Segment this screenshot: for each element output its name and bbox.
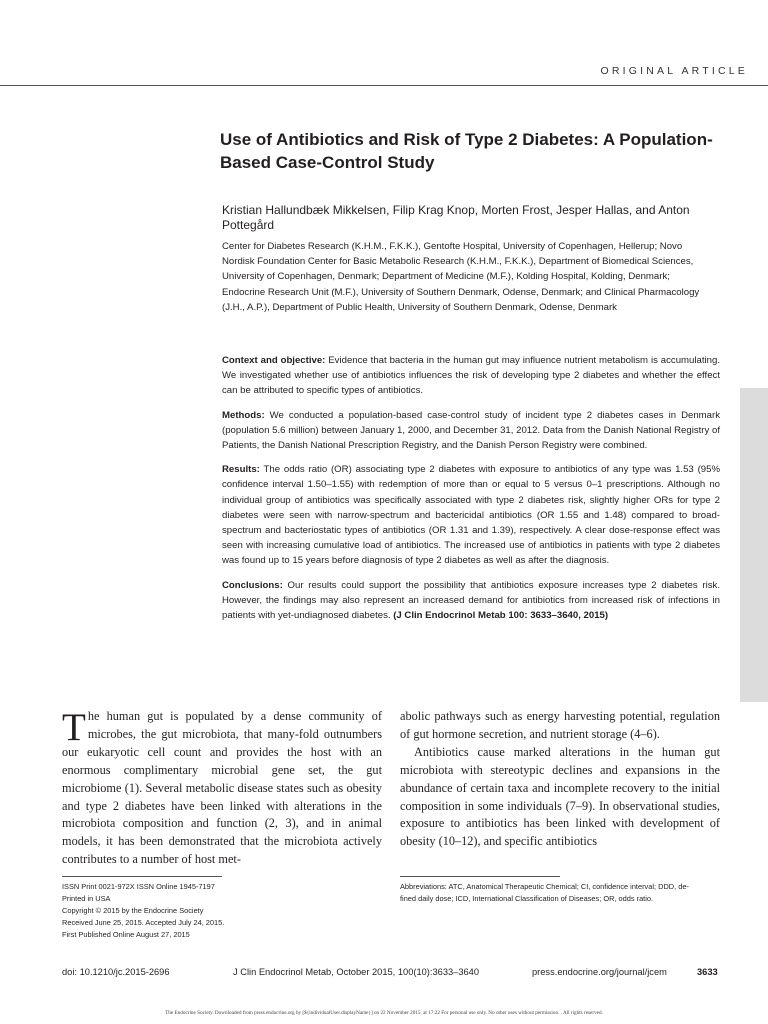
body-column-left xyxy=(62,708,382,869)
body-paragraph-continued: abolic pathways such as energy harvesting potential, regulation of gut hormone secretion, and nutrient storage (4–6). xyxy=(400,709,720,741)
issn-line: ISSN Print 0021-972X ISSN Online 1945-7197 xyxy=(62,882,215,891)
abstract-conclusions xyxy=(222,578,720,624)
intro-text: he human gut is populated by a dense community of microbes, the gut microbiota, that many-fold outnumbers our eukaryotic cell count and provides the host with an enormous complimentary microbial gene set, the gut microbiome (1). Several metabolic disease states such as obesity and type 2 diabetes have been linked with alterations in the microbiota composition and function (2, 3), and in animal models, it has been demonstrated that the microbiota actively contributes to a number of host met- xyxy=(62,709,382,867)
doi-link[interactable]: doi: 10.1210/jc.2015-2696 xyxy=(62,967,170,977)
context-text: Evidence that bacteria in the human gut may influence nutrient metabolism is accumulating. We investigated whether use of antibiotics influences the risk of developing type 2 diabetes and whether the effect can be attributed to specific types of antibiotics. xyxy=(222,355,720,397)
body-column-right xyxy=(400,708,720,851)
abstract-context xyxy=(222,353,720,399)
abstract xyxy=(222,353,720,632)
author-affiliations: Center for Diabetes Research (K.H.M., F.K.K.), Gentofte Hospital, University of Copenhagen, Hellerup; Novo Nordisk Foundation Center for Basic Metabolic Research (K.H.M., F.K.K.), Department of Biomedical Sciences, University of Copenhagen, Denmark; Department of Medicine (M.F.), Kolding Hospital, Kolding, Denmark; Endocrine Research Unit (M.F.), University of Southern Denmark, Odense, Denmark; and Clinical Pharmacology (J.H., A.P.), Department of Public Health, University of Southern Denmark, Odense, Denmark xyxy=(222,241,700,313)
section-label: ORIGINAL ARTICLE xyxy=(600,65,748,77)
intro-paragraph xyxy=(62,708,382,869)
received-line: Received June 25, 2015. Accepted July 24, 2015. xyxy=(62,918,225,927)
methods-text: We conducted a population-based case-control study of incident type 2 diabetes cases in Denmark (population 5.6 million) between January 1, 2000, and December 31, 2012. Data from the Danish National Registry of Patients, the Danish National Prescription Registry, and the Danish Person Registry were combined. xyxy=(222,409,720,452)
context-label: Context and objective: xyxy=(222,355,326,366)
abbreviations-line-2: fined daily dose; ICD, International Classification of Diseases; OR, odds ratio. xyxy=(400,894,654,903)
header-divider xyxy=(0,85,768,86)
journal-url-link[interactable]: press.endocrine.org/journal/jcem xyxy=(532,967,667,977)
footnote-divider-left xyxy=(62,876,222,877)
abstract-results xyxy=(222,462,720,568)
copyright-line: Copyright © 2015 by the Endocrine Society xyxy=(62,906,204,915)
published-online-line: First Published Online August 27, 2015 xyxy=(62,930,190,939)
footnote-divider-right xyxy=(400,876,560,877)
methods-label: Methods: xyxy=(222,409,265,421)
journal-reference: J Clin Endocrinol Metab, October 2015, 100(10):3633–3640 xyxy=(233,967,480,977)
page-number: 3633 xyxy=(697,967,718,977)
conclusions-text: Our results could support the possibility that antibiotics exposure increases type 2 diabetes risk. However, the findings may also represent an increased demand for antibiotics from increased risk of infections in patients with yet-undiagnosed diabetes. xyxy=(222,579,720,622)
drop-cap: T xyxy=(62,706,86,749)
printed-line: Printed in USA xyxy=(62,894,111,903)
conclusions-label: Conclusions: xyxy=(222,579,283,591)
download-notice: The Endocrine Society. Downloaded from press.endocrine.org by [${individualUser.displayName}] on 22 November 2015. at 17:22 For personal use only. No other uses without permission. . All rights reserved. xyxy=(165,1010,603,1016)
author-list: Kristian Hallundbæk Mikkelsen, Filip Krag Knop, Morten Frost, Jesper Hallas, and Anton Pottegård xyxy=(222,203,690,232)
abbreviations-line-1: Abbreviations: ATC, Anatomical Therapeutic Chemical; CI, confidence interval; DDD, de- xyxy=(400,882,689,891)
abstract-methods xyxy=(222,408,720,454)
abbreviations-footnote xyxy=(400,881,722,905)
publication-info xyxy=(62,881,382,941)
journal-citation: (J Clin Endocrinol Metab 100: 3633–3640, 2015) xyxy=(393,610,609,622)
body-paragraph-antibiotics: Antibiotics cause marked alterations in the human gut microbiota with stereotypic declines and expansions in the abundance of certain taxa and incomplete recovery to the initial composition in some individuals (7–9). In observational studies, exposure to antibiotics has been linked with development of obesity (10–12), and specific antibiotics xyxy=(400,744,720,849)
article-title: Use of Antibiotics and Risk of Type 2 Diabetes: A Population-Based Case-Control Study xyxy=(220,130,713,172)
results-text: The odds ratio (OR) associating type 2 diabetes with exposure to antibiotics of any type was 1.53 (95% confidence interval 1.50–1.55) with redemption of more than or equal to 5 versus 0–1 prescriptions. Although no individual group of antibiotics was specifically associated with type 2 diabetes risk, slightly higher ORs for type 2 diabetes were seen with narrow-spectrum and bactericidal antibiotics (OR 1.55 and 1.48) compared to broad-spectrum and bacteriostatic types of antibiotics (OR 1.31 and 1.39), respectively. A clear dose-response effect was seen with increasing cumulative load of antibiotics. The increased use of antibiotics in patients with type 2 diabetes was found up to 15 years before diagnosis of type 2 diabetes as well as after the diagnosis. xyxy=(222,464,720,567)
results-label: Results: xyxy=(222,464,260,476)
page-edge-tab xyxy=(740,388,768,702)
